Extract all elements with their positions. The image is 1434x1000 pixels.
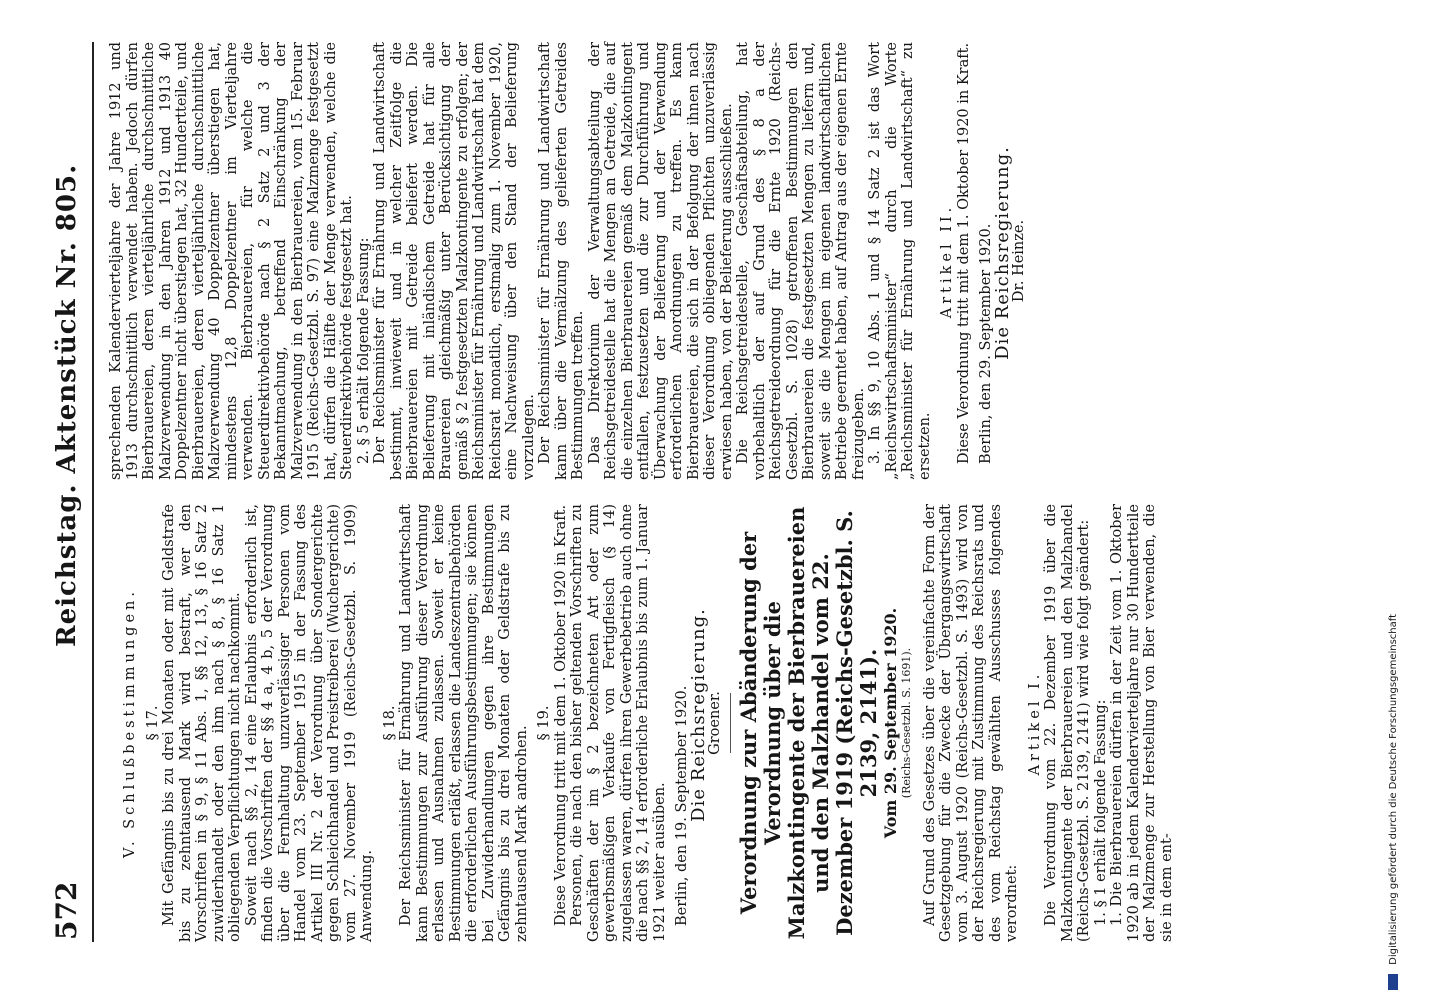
paragraph-17-title: § 17.	[144, 705, 161, 741]
dfg-logo-icon	[1388, 974, 1398, 990]
government-signature-2: Die Reichsregierung.	[991, 146, 1013, 360]
paragraph-18-title: § 18.	[381, 705, 398, 741]
column-left	[108, 504, 1175, 942]
paragraph-17-text-2: Soweit nach §§ 2, 14 eine Erlaubnis erforderlich ist, finden die Vorschriften der §§ 4 a, 4 b, 5 der Verordnung über die Fernhaltung unzuverlässiger Personen vom Handel vom 23. September 1915 in der Fassung des Artikel III Nr. 2 der Verordnung über Sondergerichte gegen Schleichhandel und Preistreiberei (Wuchergerichte) vom 27. November 1919 (Reichs-Gesetzbl. S. 1909) Anwendung.	[243, 504, 375, 942]
signatory-1: Groener.	[707, 691, 723, 755]
item-2-text-3: Das Direktorium der Verwaltungsabteilung der Reichsgetreidestelle hat die Mengen an Getreide, die auf die einzelnen Bierbrauereien gemäß dem Malzkontingent entfallen, festzusetzen und die zur Durchführung und Überwachung der Belieferung und der Verwendung erforderlichen Anordnungen zu treffen. Es kann Bierbrauereien, die sich in der Befolgung der ihnen nach dieser Verordnung obliegenden Pflichten unzuverlässig erwiesen haben, von der Belieferung ausschließen.	[586, 42, 735, 480]
divider	[730, 693, 731, 753]
paragraph-18-text: Der Reichsminister für Ernährung und Landwirtschaft kann Bestimmungen zur Ausführung dieser Verordnung erlassen und Ausnahmen zulassen. Soweit er keine Bestimmungen erläßt, erlassen die Landeszentralbehörden die erforderlichen Ausführungsbestimmungen; sie können bei Zuwiderhandlungen gegen ihre Bestimmungen Gefängnis bis zu drei Monaten oder Geldstrafe bis zu zehntausend Mark androhen.	[398, 504, 530, 942]
column-right	[108, 42, 1028, 480]
item-3: 3. In §§ 9, 10 Abs. 1 und § 14 Satz 2 ist das Wort „Reichswirtschaftsminister“ durch die Worte „Reichsminister für Ernährung und Landwirtschaft“ zu ersetzen.	[867, 42, 933, 480]
article-2-text: Diese Verordnung tritt mit dem 1. Oktober 1920 in Kraft.	[955, 42, 972, 464]
item-2-text-4: Die Reichsgetreidestelle, Geschäftsabteilung, hat vorbehaltlich der auf Grund des § 8 a der Reichsgetreideordnung für die Ernte 1920 (Reichs-Gesetzbl. S. 1028) getroffenen Bestimmungen den Bierbrauereien die festgesetzten Mengen zu liefern und, soweit sie die Mengen im eigenen landwirtschaftlichen Betriebe geerntet haben, auf Antrag aus der eigenen Ernte freizugeben.	[735, 42, 867, 480]
paragraph-17-text-1: Mit Gefängnis bis zu drei Monaten oder mit Geldstrafe bis zu zehntausend Mark wird bestraft, wer den Vorschriften in § 9, § 11 Abs. 1, §§ 12, 13, § 16 Satz 2 zuwiderhandelt oder den ihm nach § 8, § 16 Satz 1 obliegenden Verpflichtungen nicht nachkommt.	[161, 504, 243, 942]
paragraph-19-text-1: Diese Verordnung tritt mit dem 1. Oktober 1920 in Kraft.	[552, 504, 569, 926]
section-heading: V. Schlußbestimmungen.	[122, 588, 138, 858]
item-2: 2. § 5 erhält folgende Fassung:	[355, 237, 372, 464]
article-2-title: Artikel II.	[939, 203, 955, 319]
page-header-title: Reichstag. Aktenstück Nr. 805.	[52, 163, 82, 647]
decree-citation: (Reichs-Gesetzbl. S. 1691).	[900, 647, 913, 799]
digitization-note	[1388, 90, 1399, 990]
date-line-2: Berlin, den 29. September 1920.	[978, 223, 994, 464]
paragraph-19-text-2: Personen, die nach den bisher geltenden Vorschriften zu Geschäften der im § 2 bezeichneten Art oder zum gewerbsmäßigen Verkaufe von Fertigfleisch (§ 14) zugelassen waren, dürfen ihren Gewerbebetrieb auch ohne die nach §§ 2, 14 erforderliche Erlaubnis bis zum 1. Januar 1921 weiter ausüben.	[569, 504, 668, 942]
article-1-title: Artikel I.	[1026, 670, 1043, 776]
continued-text: sprechenden Kalendervierteljahre der Jahre 1912 und 1913 durchschnittlich verwendet haben. Jedoch dürfen Bierbrauereien, deren vierteljährliche durchschnittliche Malzverwendung in den Jahren 1912 und 1913 40 Doppelzentner nicht überstiegen hat, 32 Hundertteile, und Bierbrauereien, deren vierteljährliche durchschnittliche Malzverwendung 40 Doppelzentner überstiegen hat, mindestens 12,8 Doppelzentner im Vierteljahre verwenden. Bierbrauereien, für welche die Steuerdirektivbehörde nach § 2 Satz 2 und 3 der Bekanntmachung, betreffend Einschränkung der Malzverwendung in den Bierbrauereien, vom 15. Februar 1915 (Reichs-Gesetzbl. S. 97) eine Malzmenge festgesetzt hat, dürfen die Hälfte der Menge verwenden, welche die Steuerdirektivbehörde festgesetzt hat.	[108, 42, 355, 480]
paragraph-19-title: § 19.	[536, 705, 552, 741]
government-signature-1: Die Reichsregierung.	[687, 608, 709, 822]
item-1: 1. § 1 erhält folgende Fassung:	[1092, 699, 1109, 926]
page-header	[44, 42, 94, 942]
signatory-2: Dr. Heinze.	[1011, 219, 1027, 303]
decree-title: Verordnung zur Abänderung der Verordnung über die Malzkontingente der Bierbrauereien und den Malzhandel vom 22. Dezember 1919 (Reichs-Gesetzbl. S. 2139, 2141).	[735, 506, 881, 940]
page-number: 572	[50, 881, 83, 940]
article-1-text: Die Verordnung vom 22. Dezember 1919 über die Malzkontingente der Bierbrauereien und den Malzhandel (Reichs-Gesetzbl. S. 2139, 2141) wird wie folgt geändert:	[1043, 504, 1092, 942]
item-2-text-1: Der Reichsminister für Ernährung und Landwirtschaft bestimmt, inwieweit und in welcher Zeitfolge die Bierbrauereien mit Getreide beliefert werden. Die Belieferung mit inländischem Getreide hat für alle Brauereien gleichmäßig unter Berücksichtigung der gemäß § 2 festgesetzten Malzkontingente zu erfolgen; der Reichsminister für Ernährung und Landwirtschaft hat dem Reichsrat monatlich, erstmalig zum 1. November 1920, eine Nachweisung über den Stand der Belieferung vorzulegen.	[372, 42, 537, 480]
item-1-subitem-1: 1. Die Bierbrauereien dürfen in der Zeit vom 1. Oktober 1920 ab in jedem Kalendervierteljahre nur 30 Hundertteile der Malzmenge zur Herstellung von Bier verwenden, die sie in dem ent-	[1109, 504, 1175, 942]
item-2-text-2: Der Reichsminister für Ernährung und Landwirtschaft kann über die Vermälzung des gelieferten Getreides Bestimmungen treffen.	[537, 42, 586, 480]
decree-intro: Auf Grund des Gesetzes über die vereinfachte Form der Gesetzgebung für die Zwecke der Übergangswirtschaft vom 3. August 1920 (Reichs-Gesetzbl. S. 1493) wird von der Reichsregierung mit Zustimmung des Reichsrats und des vom Reichstag gewählten Ausschusses folgendes verordnet:	[921, 504, 1020, 942]
digitization-note-text: Digitalisierung gefördert durch die Deutsche Forschungsgemeinschaft	[1388, 613, 1399, 965]
date-line-1: Berlin, den 19. September 1920.	[674, 685, 690, 926]
decree-date: Vom 29. September 1920.	[880, 607, 900, 839]
